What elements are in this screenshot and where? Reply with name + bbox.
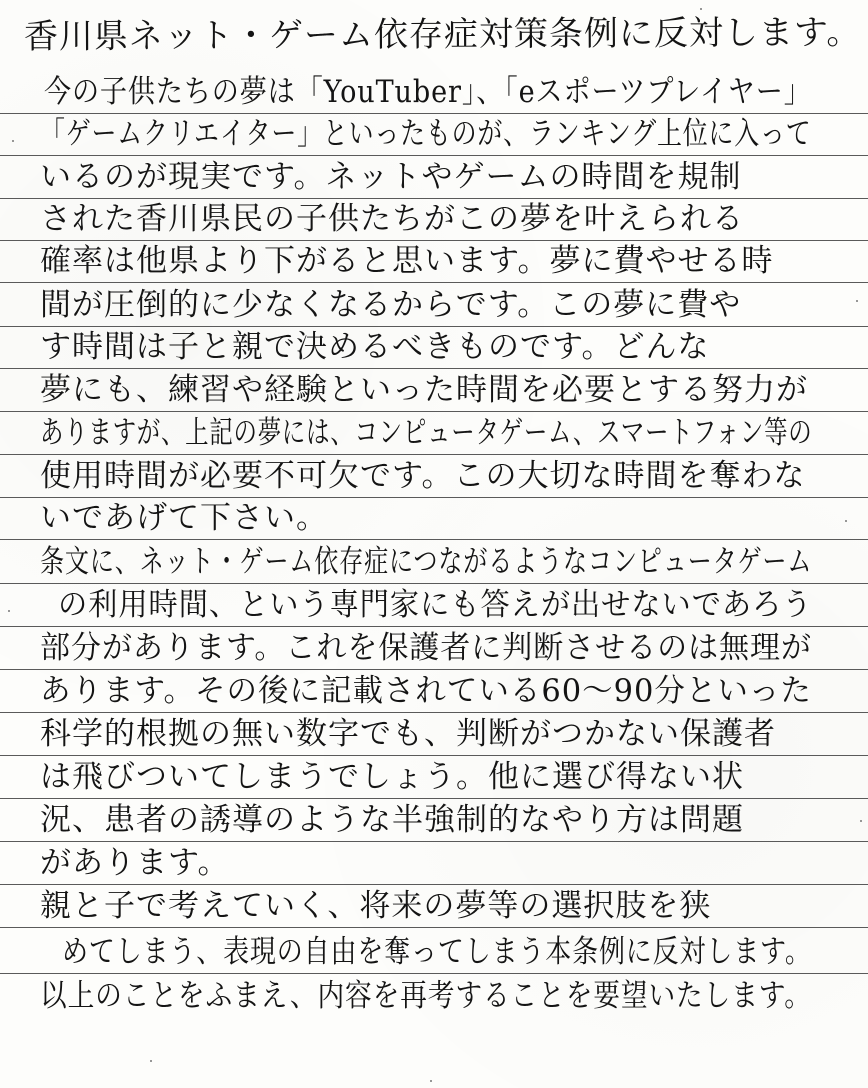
letter-line xyxy=(0,155,868,199)
letter-line xyxy=(0,974,868,1018)
letter-line-text: 確率は他県より下がると思います。夢に費やせる時 xyxy=(40,243,774,279)
letter-line xyxy=(0,712,868,756)
scan-speckle xyxy=(860,820,862,822)
letter-line xyxy=(0,70,868,114)
letter-line xyxy=(0,368,868,412)
letter-line xyxy=(0,411,868,455)
letter-line xyxy=(0,930,868,974)
letter-line xyxy=(0,583,868,627)
letter-line-text: された香川県民の子供たちがこの夢を叶えられる xyxy=(40,201,744,237)
letter-line xyxy=(0,884,868,928)
letter-line xyxy=(0,755,868,799)
letter-line-text: 今の子供たちの夢は「YouTuber」、「eスポーツプレイヤー」 xyxy=(44,74,812,110)
letter-line xyxy=(0,239,868,283)
letter-line-text: 間が圧倒的に少なくなるからです。この夢に費や xyxy=(40,287,742,323)
letter-line xyxy=(0,325,868,369)
letter-line-text: 親と子で考えていく、将来の夢等の選択肢を狭 xyxy=(40,888,712,924)
letter-line-text: 科学的根拠の無い数字でも、判断がつかない保護者 xyxy=(40,716,776,752)
letter-line xyxy=(0,112,868,156)
scan-speckle xyxy=(12,140,14,142)
letter-line-text: いるのが現実です。ネットやゲームの時間を規制 xyxy=(40,159,742,195)
scan-speckle xyxy=(8,610,10,612)
letter-line-text: ありますが、上記の夢には、コンピュータゲーム、スマートフォン等の xyxy=(40,415,813,451)
letter-line xyxy=(0,669,868,713)
letter-line-text: 部分があります。これを保護者に判断させるのは無理が xyxy=(40,630,813,666)
letter-line xyxy=(0,197,868,241)
scan-speckle xyxy=(150,1060,152,1062)
letter-line-text: 況、患者の誘導のような半強制的なやり方は問題 xyxy=(40,802,744,838)
letter-line xyxy=(0,283,868,327)
letter-line-text: す時間は子と親で決めるべきものです。どんな xyxy=(40,329,710,365)
letter-line-text: いであげて下さい。 xyxy=(40,500,328,536)
scan-speckle xyxy=(430,1080,432,1082)
letter-line-text: めてしまう、表現の自由を奪ってしまう本条例に反対します。 xyxy=(62,934,812,970)
letter-line-text: あります。その後に記載されている60〜90分といった xyxy=(40,673,812,709)
letter-line-text: 「ゲームクリエイター」といったものが、ランキング上位に入って xyxy=(40,116,812,152)
letter-line xyxy=(0,496,868,540)
scan-speckle xyxy=(700,8,702,10)
letter-line xyxy=(0,798,868,842)
scan-speckle xyxy=(845,520,847,522)
letter-line xyxy=(0,454,868,498)
letter-title: 香川県ネット・ゲーム依存症対策条例に反対します。 xyxy=(23,12,862,57)
letter-line-text: があります。 xyxy=(40,845,230,881)
letter-line xyxy=(0,540,868,584)
letter-line-text: 夢にも、練習や経験といった時間を必要とする努力が xyxy=(40,372,808,408)
letter-line xyxy=(0,626,868,670)
scan-speckle xyxy=(856,300,858,302)
letter-line xyxy=(0,841,868,885)
letter-line-text: は飛びついてしまうでしょう。他に選び得ない状 xyxy=(40,759,744,795)
letter-line-text: 条文に、ネット・ゲーム依存症につながるようなコンピュータゲーム xyxy=(40,544,813,580)
letter-line-text: 使用時間が必要不可欠です。この大切な時間を奪わな xyxy=(40,458,806,494)
letter-line-text: 以上のことをふまえ、内容を再考することを要望いたします。 xyxy=(40,978,812,1014)
letter-line-text: の利用時間、という専門家にも答えが出せないであろう xyxy=(58,587,813,623)
